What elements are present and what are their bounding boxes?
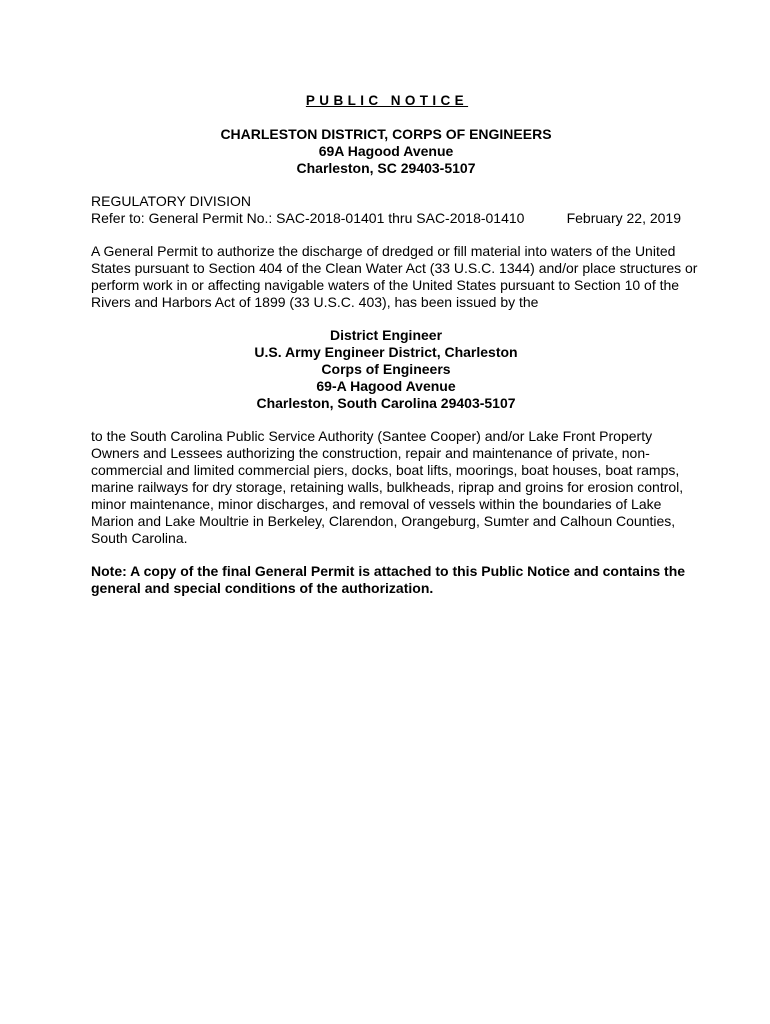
intro-line: perform work in or affecting navigable waters of the United States pursuant to Section 10 of the	[91, 277, 680, 293]
district-street-address: 69A Hagood Avenue	[318, 143, 454, 159]
body-line: Owners and Lessees authorizing the construction, repair and maintenance of private, non-	[91, 445, 650, 461]
permit-reference: Refer to: General Permit No.: SAC-2018-01401 thru SAC-2018-01410	[91, 210, 525, 226]
spacer	[91, 412, 681, 428]
issuer-title: District Engineer	[329, 327, 443, 343]
issuer-city-address: Charleston, South Carolina 29403-5107	[256, 395, 516, 411]
issuer-corps: Corps of Engineers	[321, 361, 451, 377]
regulatory-division: REGULATORY DIVISION	[91, 193, 252, 209]
issuer-block	[91, 327, 681, 412]
issuer-street-address: 69-A Hagood Avenue	[316, 378, 456, 394]
body-line: minor maintenance, minor discharges, and removal of vessels within the boundaries of Lake	[91, 496, 662, 512]
body-line: to the South Carolina Public Service Authority (Santee Cooper) and/or Lake Front Property	[91, 428, 653, 444]
public-notice-title: PUBLIC NOTICE	[305, 93, 469, 108]
note-paragraph	[91, 563, 686, 597]
intro-paragraph	[91, 243, 698, 311]
spacer	[91, 227, 681, 243]
intro-line: A General Permit to authorize the discharge of dredged or fill material into waters of the United	[91, 243, 676, 259]
district-header	[91, 126, 681, 177]
spacer	[91, 177, 681, 193]
district-name: CHARLESTON DISTRICT, CORPS OF ENGINEERS	[220, 126, 552, 142]
notice-date: February 22, 2019	[566, 210, 681, 226]
intro-line: States pursuant to Section 404 of the Clean Water Act (33 U.S.C. 1344) and/or place structures or	[91, 260, 698, 276]
note-line: general and special conditions of the authorization.	[91, 580, 434, 596]
body-line: Marion and Lake Moultrie in Berkeley, Clarendon, Orangeburg, Sumter and Calhoun Counties,	[91, 513, 676, 529]
document-page	[91, 92, 698, 597]
spacer	[91, 311, 681, 327]
note-line: Note: A copy of the final General Permit is attached to this Public Notice and contains the	[91, 563, 686, 579]
intro-line: Rivers and Harbors Act of 1899 (33 U.S.C. 403), has been issued by the	[91, 294, 539, 310]
district-city-address: Charleston, SC 29403-5107	[296, 160, 476, 176]
spacer	[91, 547, 681, 563]
refer-row	[91, 210, 681, 227]
body-paragraph	[91, 428, 684, 547]
issuer-district: U.S. Army Engineer District, Charleston	[254, 344, 518, 360]
body-line: South Carolina.	[91, 530, 188, 546]
body-line: marine railways for dry storage, retaining walls, bulkheads, riprap and groins for erosion control,	[91, 479, 684, 495]
regulatory-block	[91, 193, 681, 227]
body-line: commercial and limited commercial piers, docks, boat lifts, moorings, boat houses, boat ramps,	[91, 462, 680, 478]
